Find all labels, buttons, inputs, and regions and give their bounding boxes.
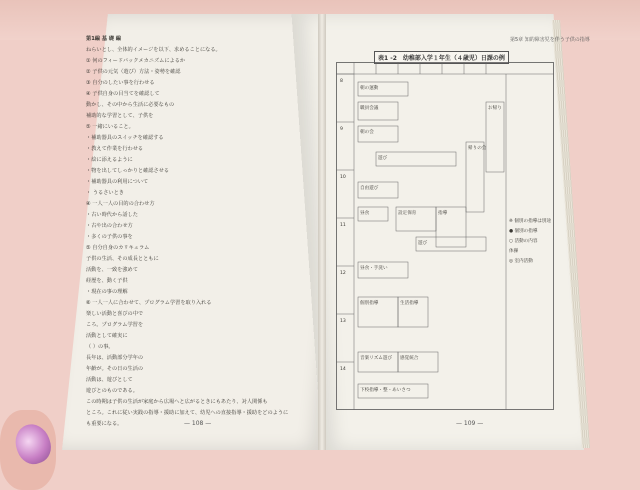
table-cell-box [358, 102, 398, 120]
right-page-number: — 109 — [456, 420, 484, 427]
left-page-line: ・物を出してしっかりと確認させる [86, 168, 170, 174]
left-page-line: ・現在の事の理解 [86, 289, 128, 295]
left-page-line: ところ。これに従い実践の指導・援助に加えて、幼児への直接指導・援助をどのように [86, 410, 289, 416]
table-time-label: 12 [340, 271, 346, 276]
left-page-line: ② 子供の元気（遊び）方法・姿勢を確認 [86, 69, 181, 75]
table-cell-box [376, 152, 456, 166]
left-page-line: ⑤ 一緒にいること。 [86, 124, 134, 130]
right-running-head: 第5章 知的障害児を伴う子供の指導 [510, 37, 590, 43]
left-page-line: ① 何のフィードバックメカニズムによるか [86, 58, 186, 64]
table-cell-text: 昼食 [360, 211, 370, 216]
left-page-line: ③ 自分のしたい事を行わせる [86, 80, 155, 86]
left-page-line: 経歴を、動く子供 [86, 278, 128, 284]
table-note: ● 個別の指導 [509, 229, 538, 234]
table-cell-text: お帰り [488, 106, 502, 111]
table-cell-box [358, 352, 398, 372]
left-page-header: 第1編 基 礎 編 [86, 36, 121, 42]
left-page-line: 年齢が。その日の生活の [86, 366, 144, 372]
left-page-line: ④ 一人一人の目的の合わせ方 [86, 201, 155, 207]
left-page-line: 活動を、一致を強めて [86, 267, 138, 273]
left-page-line: も重要になる。 [86, 421, 123, 427]
left-page-line: ・補助器具のスイッチを確認する [86, 135, 164, 141]
table-cell-text: 遊び [418, 241, 428, 246]
left-page-line: ・補助器具の利用について [86, 179, 149, 185]
table-cell-text: 音楽リズム遊び [360, 356, 393, 361]
left-page-lines [86, 45, 306, 430]
left-page-line: ・多くの子供の事を [86, 234, 133, 240]
left-page-line: ④ 子供自身の目当てを確認して [86, 91, 160, 97]
table-time-label: 10 [340, 175, 346, 180]
left-page-line: ・教えて作業を行わせる [86, 146, 144, 152]
table-time-label: 14 [340, 367, 346, 372]
left-page-number: — 108 — [184, 420, 212, 427]
left-page-line: （ ）の事。 [86, 344, 114, 350]
book-spine [318, 14, 326, 450]
left-page-line: 子供の生活、その成長とともに [86, 256, 159, 262]
schedule-table [336, 62, 554, 410]
table-cell-text: 感覚統合 [400, 356, 419, 361]
table-cell-text: 遊び [378, 156, 388, 161]
left-page-line: ねらいとし、全体的イメージを以下、求めることになる。 [86, 47, 221, 53]
table-cell-box [398, 352, 438, 372]
left-page-line: この時期は子供の生活が家庭から広場へと広がるときにもあたり、対人関係も [86, 399, 268, 405]
table-title: 表1 -2 幼稚部入学１年生（４歳児）日課の例 [374, 51, 509, 64]
left-page-line: 遊びとのものである。 [86, 388, 138, 394]
table-time-label: 8 [340, 79, 343, 84]
left-page-line: ・ うるさいとき [86, 190, 124, 196]
table-cell-text: 昼食・手洗い [360, 266, 388, 271]
table-cell-box [466, 142, 484, 212]
table-time-label: 13 [340, 319, 346, 324]
table-note: ◎ 室内活動 [509, 259, 533, 264]
left-page-line: 楽しい活動と喜びの中で [86, 311, 144, 317]
left-page-line: 活動として確実に [86, 333, 128, 339]
table-time-label: 9 [340, 127, 343, 132]
left-page-line: 補助的な学習として、子供を [86, 113, 154, 119]
table-cell-text: 自由遊び [360, 186, 379, 191]
left-page-line: ころ。プログラム学習を [86, 322, 144, 328]
table-note: ※ 個別の指導は別途 [509, 219, 552, 224]
table-cell-text: 設定保育 [398, 211, 417, 216]
left-page-line: 動かし、その中から生活に必要なもの [86, 102, 175, 108]
table-note: ○ 活動の内容 [509, 239, 538, 244]
left-page-line: 長年は、活動部分学年の [86, 355, 144, 361]
table-cell-text: 朝の会 [360, 130, 374, 135]
table-cell-text: 帰りの会 [468, 146, 487, 151]
table-time-label: 11 [340, 223, 346, 228]
left-page-line: ⑥ 一人一人に合わせて、プログラム学習を取り入れる [86, 300, 212, 306]
left-page-line: 活動は、遊びとして [86, 377, 133, 383]
table-cell-text: 下校指導・整・あいさつ [360, 388, 411, 393]
left-page-line: ⑤ 自分自身のカリキュラム [86, 245, 150, 251]
left-page-line: ・古や出の合わせ方 [86, 223, 133, 229]
table-cell-text: 指導 [438, 211, 448, 216]
table-cell-box [486, 102, 504, 172]
table-note: 体操 [509, 249, 519, 254]
left-page-line: ・絵に添えるように [86, 157, 133, 163]
table-cell-text: 個別指導 [360, 301, 379, 306]
left-page-line: ・古い時代から話した [86, 212, 138, 218]
table-cell-text: 職員会議 [360, 106, 379, 111]
table-cell-text: 朝の運動 [360, 86, 379, 91]
schedule-table-grid [336, 62, 554, 410]
table-cell-text: 生活指導 [400, 301, 419, 306]
